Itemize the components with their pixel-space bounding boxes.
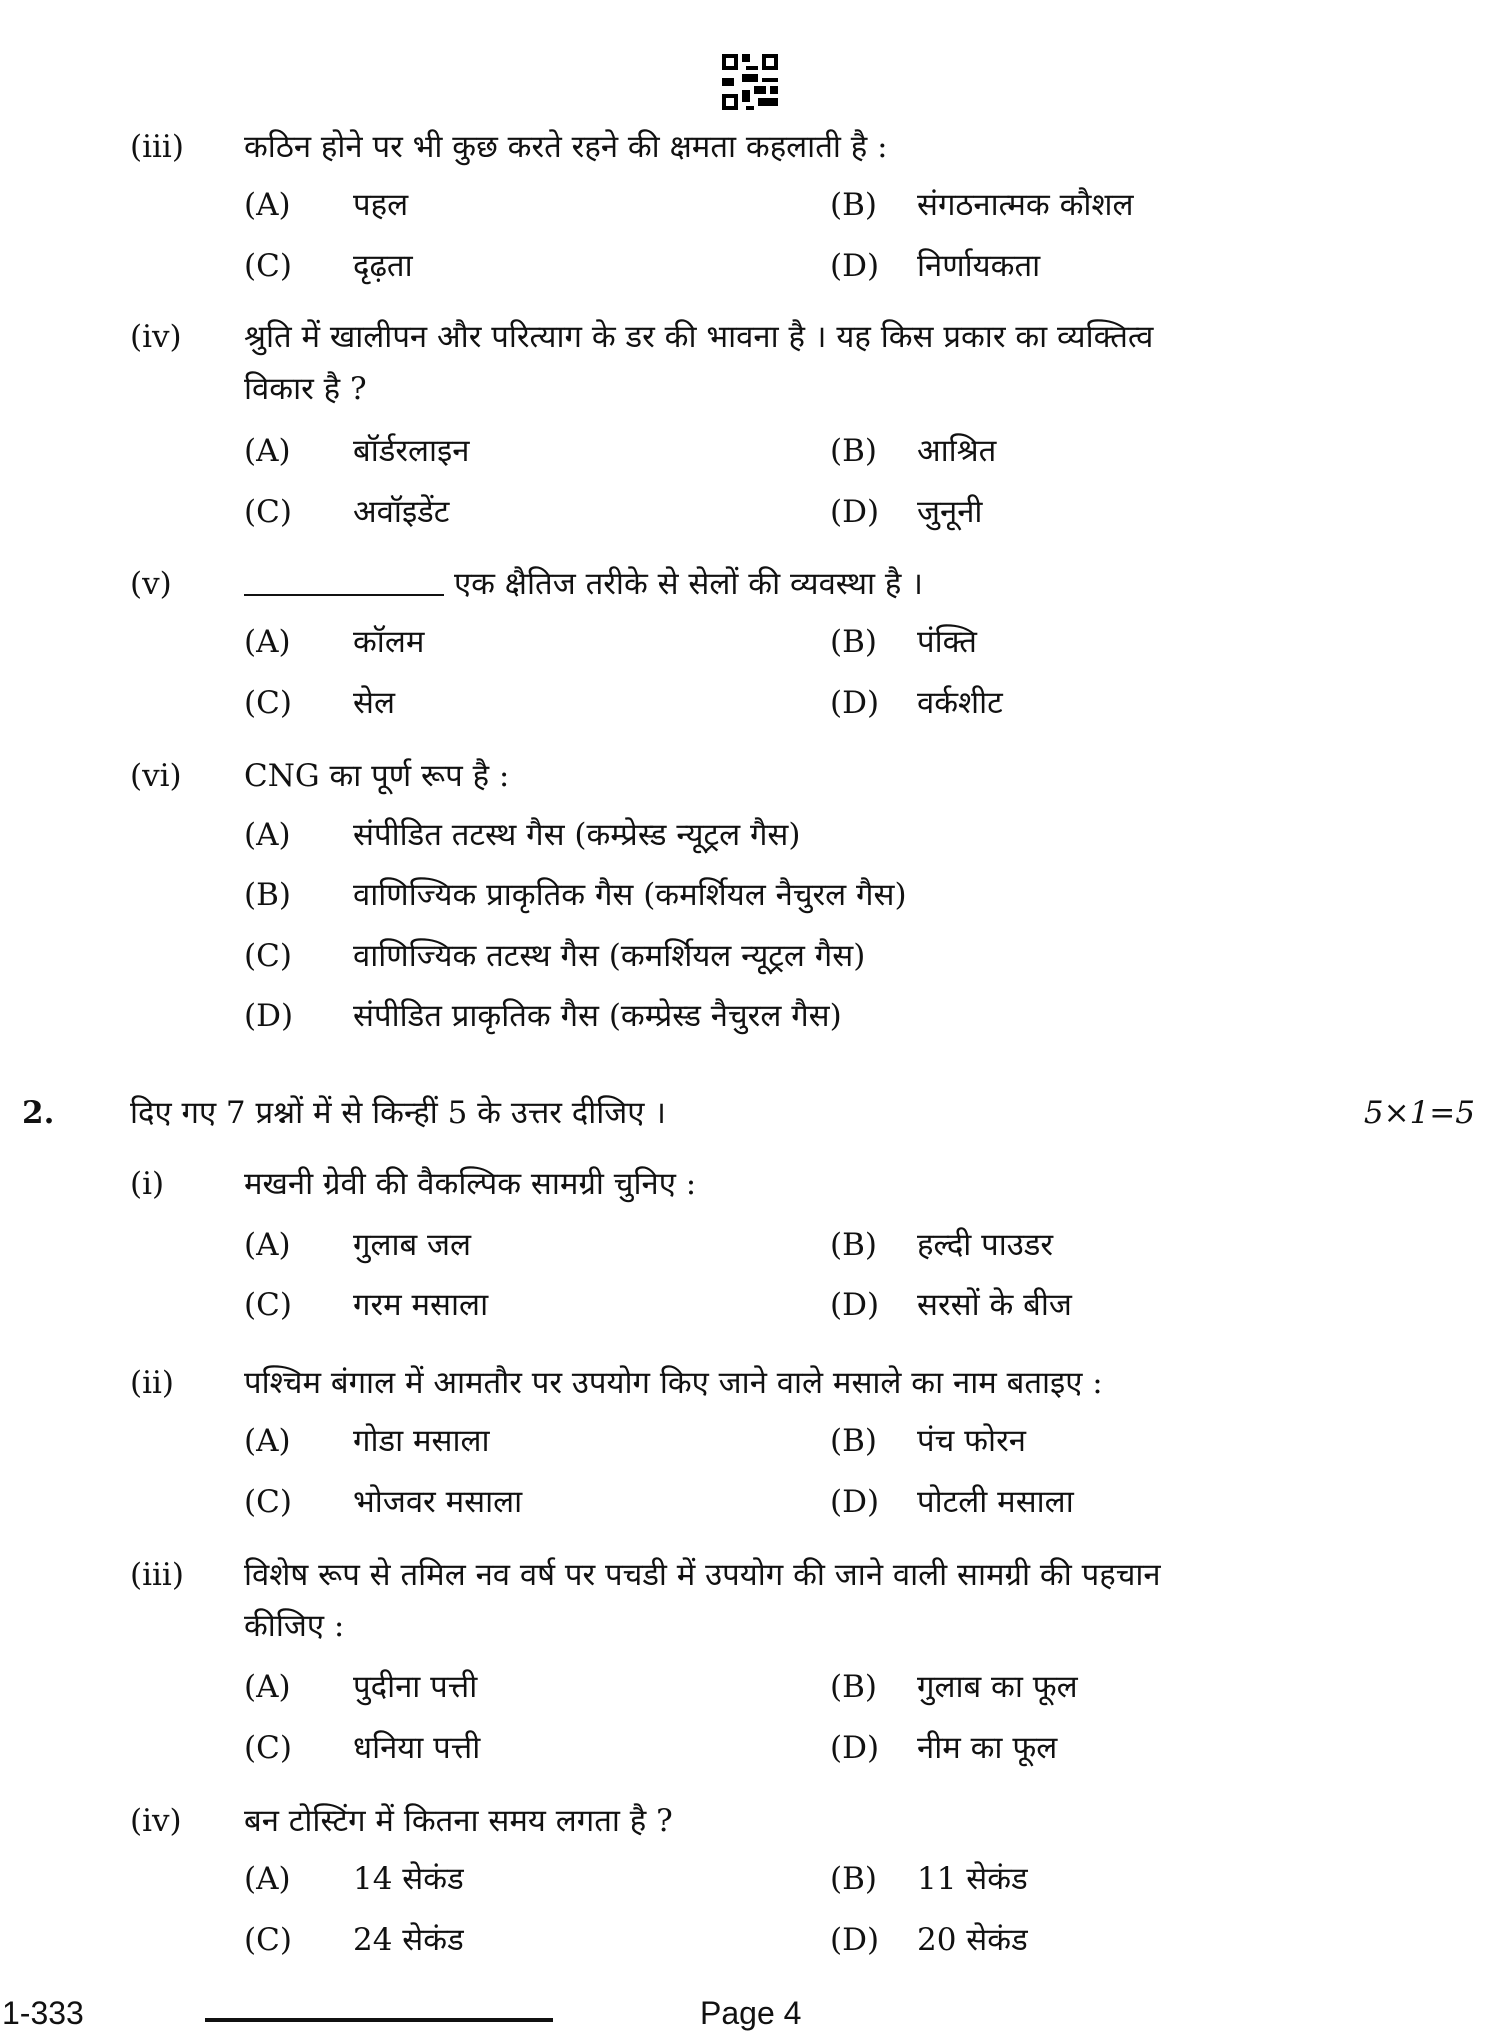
option-text: वर्कशीट [917,685,1003,721]
option-label: (A) [244,187,291,223]
option-label: (A) [244,1227,291,1263]
footer-divider [205,2018,553,2022]
question-text: विशेष रूप से तमिल नव वर्ष पर पचडी में उपयोग की जाने वाली सामग्री की पहचान [244,1557,1161,1593]
option-label: (C) [244,248,292,284]
section-number: 2. [22,1095,55,1131]
option-text: जुनूनी [917,494,983,530]
option-label: (C) [244,494,292,530]
option-text: वाणिज्यिक प्राकृतिक गैस (कमर्शियल नैचुरल गैस) [353,877,907,913]
option-label: (A) [244,1423,291,1459]
option-label: (D) [830,685,880,721]
option-label: (B) [244,877,291,913]
option-label: (D) [830,248,880,284]
option-text: 20 सेकंड [917,1922,1028,1958]
option-text: धनिया पत्ती [353,1730,481,1766]
option-text: गुलाब जल [353,1227,472,1263]
question-text: मखनी ग्रेवी की वैकल्पिक सामग्री चुनिए : [244,1166,697,1202]
option-text: दृढ़ता [353,248,413,284]
option-text: अवॉइडेंट [353,494,450,530]
option-label: (A) [244,1669,291,1705]
fill-in-blank [244,564,444,596]
option-text: निर्णायकता [917,248,1041,284]
question-text-line [244,564,923,604]
question-text: कीजिए : [244,1608,345,1644]
option-label: (D) [830,494,880,530]
option-label: (A) [244,817,291,853]
option-label: (A) [244,624,291,660]
option-label: (D) [244,998,294,1034]
option-label: (C) [244,1922,292,1958]
option-label: (C) [244,938,292,974]
question-number: (vi) [130,758,182,794]
qr-code-icon [722,54,778,110]
option-text: 24 सेकंड [353,1922,464,1958]
question-text: बन टोस्टिंग में कितना समय लगता है ? [244,1803,673,1839]
option-label: (B) [830,187,877,223]
question-number: (iv) [130,1803,182,1839]
option-text: संपीडित प्राकृतिक गैस (कम्प्रेस्ड नैचुरल गैस) [353,998,842,1034]
option-text: नीम का फूल [917,1730,1058,1766]
option-text: पहल [353,187,409,223]
option-text: पंक्ति [917,624,977,660]
option-label: (C) [244,1287,292,1323]
option-text: संपीडित तटस्थ गैस (कम्प्रेस्ड न्यूट्रल गैस) [353,817,801,853]
option-text: हल्दी पाउडर [917,1227,1054,1263]
option-text: वाणिज्यिक तटस्थ गैस (कमर्शियल न्यूट्रल गैस) [353,938,866,974]
question-text: श्रुति में खालीपन और परित्याग के डर की भावना है । यह किस प्रकार का व्यक्तित्व [244,319,1154,355]
option-label: (D) [830,1730,880,1766]
question-text: कठिन होने पर भी कुछ करते रहने की क्षमता कहलाती है : [244,129,888,165]
option-text: सेल [353,685,395,721]
question-text: पश्चिम बंगाल में आमतौर पर उपयोग किए जाने वाले मसाले का नाम बताइए : [244,1365,1103,1401]
section-marks: 5×1=5 [1363,1095,1475,1131]
question-text: विकार है ? [244,371,367,407]
option-label: (B) [830,1861,877,1897]
option-label: (A) [244,433,291,469]
option-text: गुलाब का फूल [917,1669,1078,1705]
option-text: बॉर्डरलाइन [353,433,470,469]
question-number: (iv) [130,319,182,355]
option-text: संगठनात्मक कौशल [917,187,1134,223]
option-label: (C) [244,1730,292,1766]
option-label: (B) [830,1669,877,1705]
option-text: पंच फोरन [917,1423,1026,1459]
question-text: CNG का पूर्ण रूप है : [244,758,510,794]
option-label: (B) [830,1227,877,1263]
option-text: पोटली मसाला [917,1484,1074,1520]
option-text: 11 सेकंड [917,1861,1028,1897]
option-text: भोजवर मसाला [353,1484,523,1520]
option-label: (B) [830,624,877,660]
option-label: (A) [244,1861,291,1897]
section-instruction: दिए गए 7 प्रश्नों में से किन्हीं 5 के उत्तर दीजिए । [130,1095,667,1131]
option-text: आश्रित [917,433,997,469]
option-label: (D) [830,1922,880,1958]
option-label: (B) [830,433,877,469]
option-text: पुदीना पत्ती [353,1669,478,1705]
option-label: (C) [244,685,292,721]
option-label: (B) [830,1423,877,1459]
question-number: (iii) [130,1557,184,1593]
option-text: कॉलम [353,624,425,660]
option-label: (C) [244,1484,292,1520]
option-text: गरम मसाला [353,1287,489,1323]
paper-code: 1-333 [2,1995,84,2031]
page-number: Page 4 [700,1995,802,2031]
option-label: (D) [830,1287,880,1323]
option-text: 14 सेकंड [353,1861,464,1897]
question-number: (iii) [130,129,184,165]
question-number: (i) [130,1166,165,1202]
question-number: (ii) [130,1365,175,1401]
question-text: एक क्षैतिज तरीके से सेलों की व्यवस्था है । [454,566,923,602]
option-label: (D) [830,1484,880,1520]
option-text: गोडा मसाला [353,1423,490,1459]
question-number: (v) [130,566,172,602]
option-text: सरसों के बीज [917,1287,1072,1323]
